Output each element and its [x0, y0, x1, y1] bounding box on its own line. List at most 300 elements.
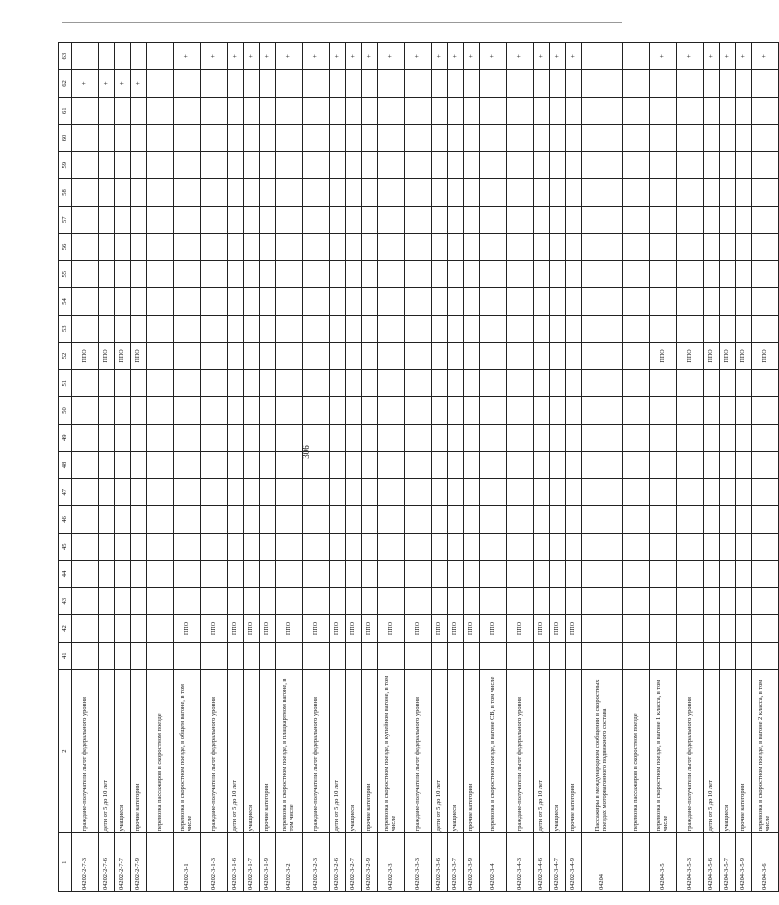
empty-cell	[464, 370, 480, 397]
empty-cell	[303, 233, 330, 260]
empty-cell	[346, 370, 362, 397]
ppo-cell	[303, 342, 330, 369]
empty-cell	[464, 233, 480, 260]
empty-cell	[448, 179, 464, 206]
empty-cell	[464, 97, 480, 124]
row-name-cell: учащиеся	[720, 669, 736, 833]
row-name-cell: дети от 5 до 10 лет	[704, 669, 720, 833]
ppo-cell: ППО	[228, 615, 244, 642]
empty-cell	[704, 206, 720, 233]
empty-cell	[201, 152, 228, 179]
plus-mark-cell	[448, 70, 464, 97]
ppo-cell: ППО	[99, 342, 115, 369]
empty-cell	[303, 479, 330, 506]
plus-mark-cell: +	[405, 43, 432, 70]
empty-cell	[72, 533, 99, 560]
empty-cell	[623, 124, 650, 151]
ppo-cell: ППО	[432, 615, 448, 642]
empty-cell	[276, 506, 303, 533]
table-row	[201, 43, 228, 892]
empty-cell	[623, 533, 650, 560]
empty-cell	[244, 533, 260, 560]
empty-cell	[432, 233, 448, 260]
plus-mark-cell: +	[174, 43, 201, 70]
empty-cell	[534, 642, 550, 669]
ppo-cell: ППО	[72, 342, 99, 369]
empty-cell	[677, 424, 704, 451]
column-header: 45	[59, 533, 72, 560]
empty-cell	[303, 288, 330, 315]
empty-cell	[260, 152, 276, 179]
empty-cell	[464, 206, 480, 233]
ppo-cell	[677, 615, 704, 642]
empty-cell	[566, 261, 582, 288]
empty-cell	[704, 560, 720, 587]
empty-cell	[704, 179, 720, 206]
empty-cell	[752, 642, 779, 669]
empty-cell	[752, 506, 779, 533]
empty-cell	[752, 206, 779, 233]
empty-cell	[566, 179, 582, 206]
ppo-cell: ППО	[362, 615, 378, 642]
empty-cell	[650, 397, 677, 424]
empty-cell	[650, 560, 677, 587]
empty-cell	[582, 179, 623, 206]
empty-cell	[378, 179, 405, 206]
empty-cell	[378, 152, 405, 179]
empty-cell	[276, 97, 303, 124]
row-code-cell: 04202-2-7-7	[115, 833, 131, 892]
ppo-cell: ППО	[244, 615, 260, 642]
empty-cell	[72, 560, 99, 587]
empty-cell	[736, 261, 752, 288]
empty-cell	[147, 533, 174, 560]
plus-mark-cell: +	[720, 43, 736, 70]
row-name-cell: учащиеся	[115, 669, 131, 833]
empty-cell	[507, 288, 534, 315]
ppo-cell	[244, 342, 260, 369]
empty-cell	[507, 560, 534, 587]
empty-cell	[677, 451, 704, 478]
empty-cell	[378, 124, 405, 151]
empty-cell	[276, 124, 303, 151]
empty-cell	[346, 424, 362, 451]
empty-cell	[378, 261, 405, 288]
empty-cell	[704, 152, 720, 179]
ppo-cell: ППО	[405, 615, 432, 642]
empty-cell	[330, 315, 346, 342]
plus-mark-cell	[115, 43, 131, 70]
empty-cell	[99, 560, 115, 587]
empty-cell	[464, 642, 480, 669]
empty-cell	[276, 397, 303, 424]
row-name-cell: гражданe-получатели льгот федерального уровня	[405, 669, 432, 833]
empty-cell	[303, 124, 330, 151]
empty-cell	[566, 424, 582, 451]
empty-cell	[448, 152, 464, 179]
empty-cell	[566, 479, 582, 506]
empty-cell	[736, 424, 752, 451]
empty-cell	[99, 479, 115, 506]
empty-cell	[72, 315, 99, 342]
row-code-cell: 04202-3-1-3	[201, 833, 228, 892]
empty-cell	[752, 397, 779, 424]
row-code-cell: 04204-3-5-9	[736, 833, 752, 892]
empty-cell	[330, 533, 346, 560]
empty-cell	[147, 152, 174, 179]
row-code-cell: 04202-3-2	[276, 833, 303, 892]
empty-cell	[362, 206, 378, 233]
empty-cell	[378, 97, 405, 124]
empty-cell	[534, 533, 550, 560]
empty-cell	[405, 179, 432, 206]
empty-cell	[623, 588, 650, 615]
empty-cell	[72, 97, 99, 124]
empty-cell	[534, 288, 550, 315]
empty-cell	[448, 506, 464, 533]
empty-cell	[115, 370, 131, 397]
empty-cell	[507, 506, 534, 533]
plus-mark-cell: +	[131, 70, 147, 97]
empty-cell	[99, 179, 115, 206]
empty-cell	[201, 506, 228, 533]
empty-cell	[507, 642, 534, 669]
empty-cell	[650, 179, 677, 206]
ppo-cell: ППО	[550, 615, 566, 642]
ppo-cell	[464, 342, 480, 369]
ppo-cell	[704, 615, 720, 642]
empty-cell	[550, 124, 566, 151]
empty-cell	[623, 642, 650, 669]
table-row	[330, 43, 346, 892]
empty-cell	[115, 179, 131, 206]
ppo-cell	[582, 615, 623, 642]
empty-cell	[244, 288, 260, 315]
row-code-cell: 04204-3-5-7	[720, 833, 736, 892]
empty-cell	[736, 560, 752, 587]
empty-cell	[623, 315, 650, 342]
empty-cell	[448, 370, 464, 397]
column-header: 55	[59, 261, 72, 288]
empty-cell	[260, 451, 276, 478]
row-name-cell: дети от 5 до 10 лет	[432, 669, 448, 833]
empty-cell	[432, 97, 448, 124]
empty-cell	[131, 288, 147, 315]
empty-cell	[276, 479, 303, 506]
empty-cell	[448, 97, 464, 124]
table-row	[99, 43, 115, 892]
empty-cell	[464, 479, 480, 506]
empty-cell	[346, 506, 362, 533]
row-code-cell: 04202-3-2-7	[346, 833, 362, 892]
empty-cell	[464, 179, 480, 206]
empty-cell	[330, 642, 346, 669]
empty-cell	[448, 288, 464, 315]
table-row	[623, 43, 650, 892]
empty-cell	[448, 451, 464, 478]
empty-cell	[582, 97, 623, 124]
empty-cell	[566, 397, 582, 424]
empty-cell	[303, 506, 330, 533]
empty-cell	[623, 97, 650, 124]
empty-cell	[405, 479, 432, 506]
empty-cell	[677, 315, 704, 342]
empty-cell	[260, 588, 276, 615]
empty-cell	[378, 370, 405, 397]
empty-cell	[480, 451, 507, 478]
empty-cell	[201, 124, 228, 151]
empty-cell	[330, 288, 346, 315]
table-row	[566, 43, 582, 892]
table-header-row	[59, 43, 72, 892]
empty-cell	[623, 370, 650, 397]
empty-cell	[464, 560, 480, 587]
plus-mark-cell: +	[260, 43, 276, 70]
empty-cell	[174, 152, 201, 179]
plus-mark-cell	[736, 70, 752, 97]
row-code-cell: 04202-3-2-6	[330, 833, 346, 892]
empty-cell	[623, 261, 650, 288]
row-name-cell: дети от 5 до 10 лет	[330, 669, 346, 833]
empty-cell	[623, 451, 650, 478]
empty-cell	[464, 506, 480, 533]
ppo-cell	[99, 615, 115, 642]
page-number: 306	[301, 445, 311, 459]
empty-cell	[174, 97, 201, 124]
empty-cell	[228, 315, 244, 342]
empty-cell	[330, 560, 346, 587]
empty-cell	[99, 424, 115, 451]
column-header: 56	[59, 233, 72, 260]
empty-cell	[752, 97, 779, 124]
plus-mark-cell: +	[432, 43, 448, 70]
empty-cell	[720, 124, 736, 151]
empty-cell	[330, 506, 346, 533]
empty-cell	[507, 424, 534, 451]
empty-cell	[448, 124, 464, 151]
empty-cell	[650, 588, 677, 615]
empty-cell	[378, 424, 405, 451]
empty-cell	[550, 370, 566, 397]
empty-cell	[303, 315, 330, 342]
table-row	[378, 43, 405, 892]
empty-cell	[346, 152, 362, 179]
empty-cell	[480, 506, 507, 533]
empty-cell	[534, 179, 550, 206]
row-name-cell: перевозка пассажиров в скоростном поезде	[147, 669, 174, 833]
empty-cell	[405, 97, 432, 124]
empty-cell	[405, 560, 432, 587]
empty-cell	[276, 152, 303, 179]
empty-cell	[480, 424, 507, 451]
empty-cell	[736, 451, 752, 478]
column-header: 43	[59, 588, 72, 615]
empty-cell	[72, 479, 99, 506]
empty-cell	[378, 479, 405, 506]
empty-cell	[378, 506, 405, 533]
empty-cell	[736, 179, 752, 206]
empty-cell	[432, 179, 448, 206]
empty-cell	[346, 233, 362, 260]
empty-cell	[480, 179, 507, 206]
empty-cell	[534, 397, 550, 424]
empty-cell	[677, 588, 704, 615]
ppo-cell: ППО	[201, 615, 228, 642]
row-code-cell: 04202-3-3-7	[448, 833, 464, 892]
table-row	[464, 43, 480, 892]
row-name-cell: гражданe-получатели льгот федерального уровня	[72, 669, 99, 833]
empty-cell	[432, 397, 448, 424]
ppo-cell	[228, 342, 244, 369]
empty-cell	[464, 397, 480, 424]
ppo-cell: ППО	[566, 615, 582, 642]
empty-cell	[72, 152, 99, 179]
empty-cell	[448, 206, 464, 233]
empty-cell	[147, 397, 174, 424]
ppo-cell: ППО	[720, 342, 736, 369]
empty-cell	[276, 370, 303, 397]
empty-cell	[405, 370, 432, 397]
empty-cell	[704, 97, 720, 124]
row-name-cell: учащиеся	[346, 669, 362, 833]
plus-mark-cell: +	[464, 43, 480, 70]
empty-cell	[131, 233, 147, 260]
empty-cell	[566, 560, 582, 587]
ppo-cell: ППО	[276, 615, 303, 642]
empty-cell	[362, 124, 378, 151]
row-code-cell: 04204-3-6	[752, 833, 779, 892]
empty-cell	[432, 206, 448, 233]
empty-cell	[228, 451, 244, 478]
empty-cell	[201, 261, 228, 288]
empty-cell	[550, 642, 566, 669]
ppo-cell: ППО	[464, 615, 480, 642]
empty-cell	[650, 233, 677, 260]
plus-mark-cell: +	[276, 43, 303, 70]
empty-cell	[566, 288, 582, 315]
empty-cell	[507, 233, 534, 260]
empty-cell	[623, 206, 650, 233]
empty-cell	[720, 206, 736, 233]
row-code-cell: 04202-3-3-3	[405, 833, 432, 892]
empty-cell	[464, 288, 480, 315]
plus-mark-cell	[550, 70, 566, 97]
column-header: 2	[59, 669, 72, 833]
empty-cell	[480, 315, 507, 342]
empty-cell	[736, 588, 752, 615]
empty-cell	[174, 288, 201, 315]
empty-cell	[99, 370, 115, 397]
empty-cell	[752, 588, 779, 615]
empty-cell	[244, 233, 260, 260]
empty-cell	[507, 533, 534, 560]
empty-cell	[448, 315, 464, 342]
plus-mark-cell: +	[566, 43, 582, 70]
ppo-cell	[174, 342, 201, 369]
table-row	[362, 43, 378, 892]
empty-cell	[174, 424, 201, 451]
empty-cell	[99, 261, 115, 288]
empty-cell	[480, 560, 507, 587]
column-header: 59	[59, 152, 72, 179]
empty-cell	[534, 506, 550, 533]
empty-cell	[244, 642, 260, 669]
plus-mark-cell	[362, 70, 378, 97]
empty-cell	[650, 152, 677, 179]
empty-cell	[99, 97, 115, 124]
empty-cell	[201, 479, 228, 506]
empty-cell	[464, 261, 480, 288]
empty-cell	[330, 233, 346, 260]
plus-mark-cell: +	[448, 43, 464, 70]
row-name-cell: дети от 5 до 10 лет	[534, 669, 550, 833]
empty-cell	[720, 424, 736, 451]
empty-cell	[405, 451, 432, 478]
empty-cell	[566, 451, 582, 478]
row-name-cell: перевозка пассажиров в скоростном поезде	[623, 669, 650, 833]
empty-cell	[115, 642, 131, 669]
empty-cell	[260, 288, 276, 315]
empty-cell	[362, 179, 378, 206]
empty-cell	[131, 424, 147, 451]
empty-cell	[464, 451, 480, 478]
empty-cell	[346, 588, 362, 615]
row-code-cell: 04202-3-1	[174, 833, 201, 892]
empty-cell	[201, 233, 228, 260]
empty-cell	[432, 451, 448, 478]
empty-cell	[448, 397, 464, 424]
empty-cell	[72, 288, 99, 315]
empty-cell	[736, 397, 752, 424]
empty-cell	[550, 261, 566, 288]
empty-cell	[115, 124, 131, 151]
empty-cell	[448, 642, 464, 669]
empty-cell	[115, 479, 131, 506]
plus-mark-cell	[623, 70, 650, 97]
empty-cell	[276, 288, 303, 315]
empty-cell	[480, 152, 507, 179]
column-header: 46	[59, 506, 72, 533]
row-name-cell: дети от 5 до 10 лет	[99, 669, 115, 833]
empty-cell	[72, 642, 99, 669]
row-name-cell: учащиеся	[550, 669, 566, 833]
empty-cell	[566, 370, 582, 397]
empty-cell	[99, 152, 115, 179]
empty-cell	[480, 533, 507, 560]
empty-cell	[346, 124, 362, 151]
row-name-cell: учащиеся	[448, 669, 464, 833]
column-header: 53	[59, 315, 72, 342]
empty-cell	[378, 288, 405, 315]
empty-cell	[228, 397, 244, 424]
empty-cell	[566, 124, 582, 151]
empty-cell	[448, 424, 464, 451]
plus-mark-cell	[276, 70, 303, 97]
empty-cell	[362, 370, 378, 397]
empty-cell	[362, 560, 378, 587]
empty-cell	[720, 288, 736, 315]
empty-cell	[72, 233, 99, 260]
table-row	[704, 43, 720, 892]
empty-cell	[507, 588, 534, 615]
plus-mark-cell	[260, 70, 276, 97]
empty-cell	[650, 479, 677, 506]
empty-cell	[99, 506, 115, 533]
empty-cell	[464, 424, 480, 451]
empty-cell	[550, 315, 566, 342]
ppo-cell	[147, 342, 174, 369]
empty-cell	[448, 533, 464, 560]
